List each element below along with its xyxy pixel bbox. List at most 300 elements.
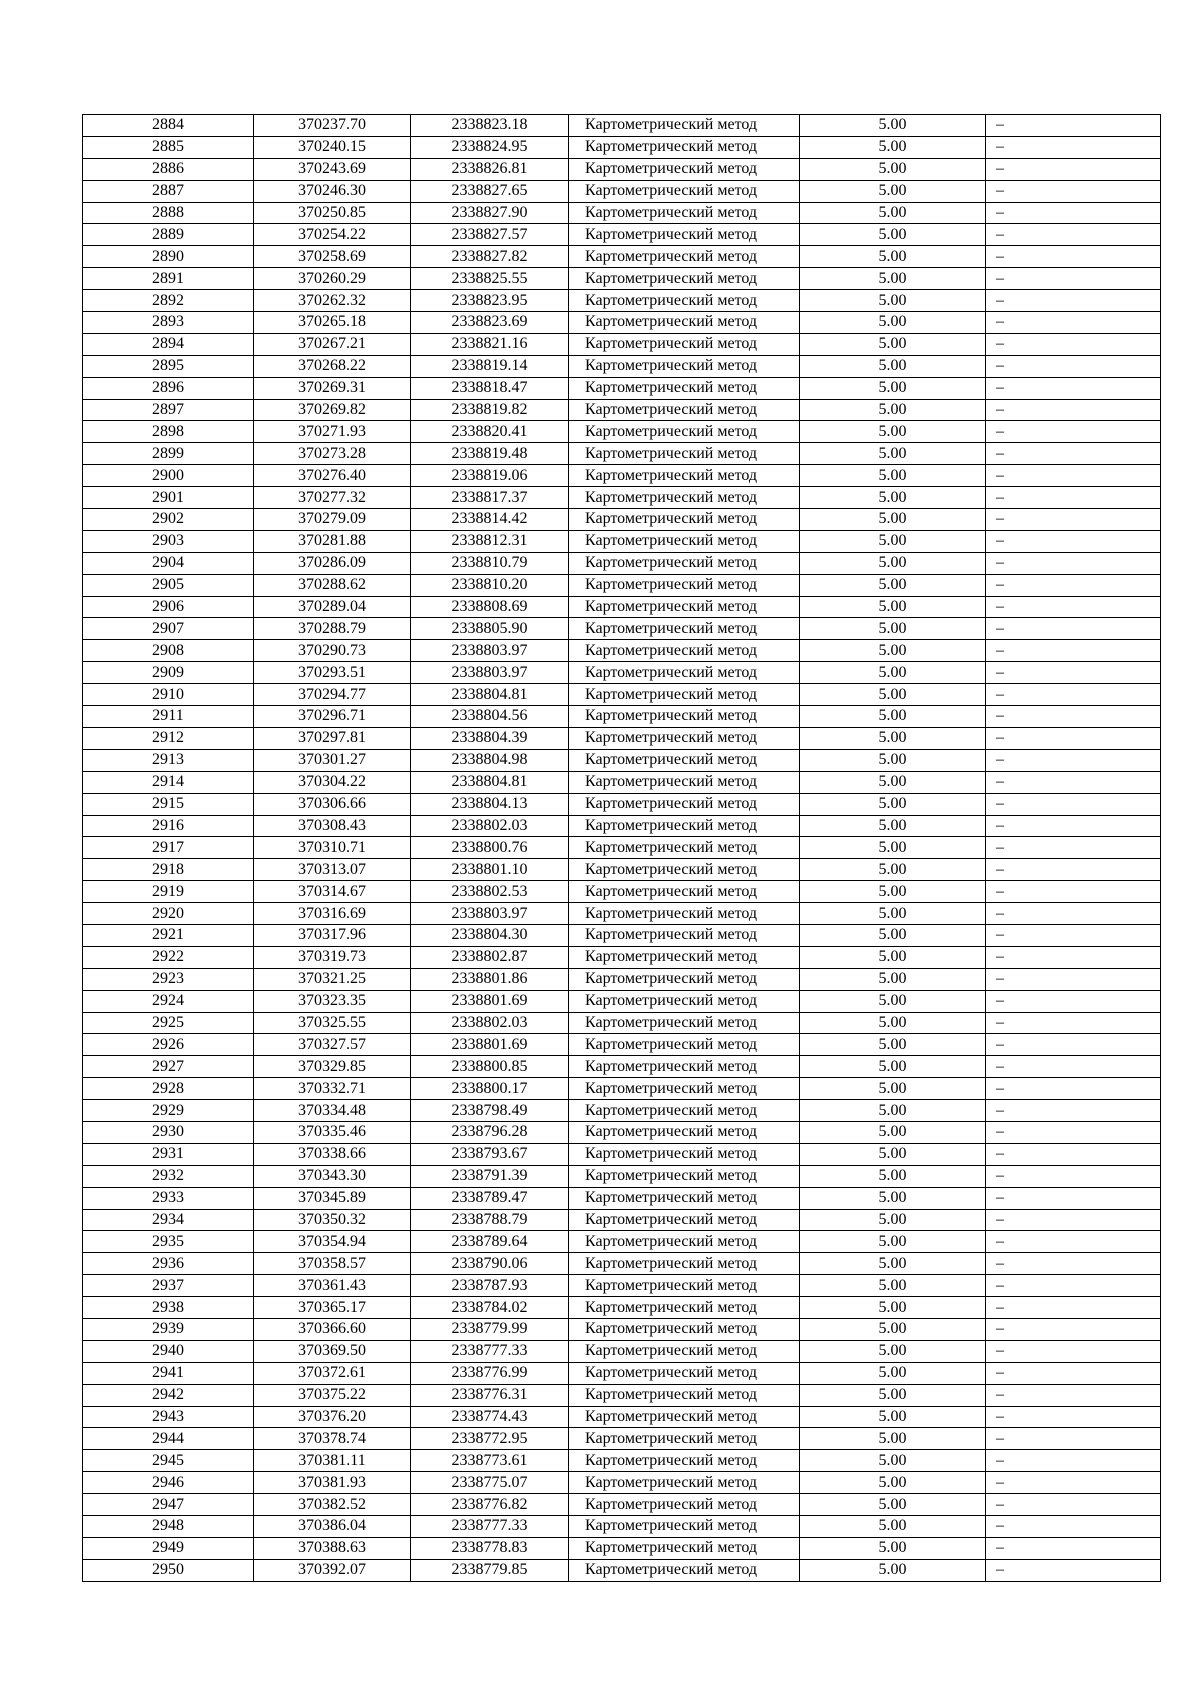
method-cell: Картометрический метод — [569, 1494, 800, 1516]
table-row — [83, 727, 1161, 749]
table-row — [83, 793, 1161, 815]
table-row — [83, 990, 1161, 1012]
note-cell: – — [986, 662, 1161, 684]
y-coordinate-cell: 2338775.07 — [411, 1472, 569, 1494]
note-cell: – — [986, 158, 1161, 180]
method-cell: Картометрический метод — [569, 443, 800, 465]
table-row — [83, 312, 1161, 334]
note-cell: – — [986, 749, 1161, 771]
point-number-cell: 2924 — [83, 990, 254, 1012]
accuracy-cell: 5.00 — [800, 1494, 986, 1516]
method-cell: Картометрический метод — [569, 706, 800, 728]
accuracy-cell: 5.00 — [800, 903, 986, 925]
method-cell: Картометрический метод — [569, 465, 800, 487]
method-cell: Картометрический метод — [569, 1078, 800, 1100]
method-cell: Картометрический метод — [569, 421, 800, 443]
y-coordinate-cell: 2338823.69 — [411, 312, 569, 334]
note-cell: – — [986, 946, 1161, 968]
point-number-cell: 2918 — [83, 859, 254, 881]
note-cell: – — [986, 377, 1161, 399]
table-row — [83, 859, 1161, 881]
method-cell: Картометрический метод — [569, 640, 800, 662]
accuracy-cell: 5.00 — [800, 1516, 986, 1538]
y-coordinate-cell: 2338827.57 — [411, 224, 569, 246]
accuracy-cell: 5.00 — [800, 1428, 986, 1450]
table-row — [83, 1056, 1161, 1078]
table-row — [83, 1209, 1161, 1231]
x-coordinate-cell: 370314.67 — [254, 881, 411, 903]
x-coordinate-cell: 370279.09 — [254, 509, 411, 531]
method-cell: Картометрический метод — [569, 1516, 800, 1538]
table-row — [83, 443, 1161, 465]
table-row — [83, 1537, 1161, 1559]
accuracy-cell: 5.00 — [800, 1034, 986, 1056]
x-coordinate-cell: 370240.15 — [254, 136, 411, 158]
x-coordinate-cell: 370304.22 — [254, 771, 411, 793]
accuracy-cell: 5.00 — [800, 618, 986, 640]
x-coordinate-cell: 370358.57 — [254, 1253, 411, 1275]
method-cell: Картометрический метод — [569, 1559, 800, 1581]
x-coordinate-cell: 370271.93 — [254, 421, 411, 443]
method-cell: Картометрический метод — [569, 1056, 800, 1078]
method-cell: Картометрический метод — [569, 1275, 800, 1297]
y-coordinate-cell: 2338803.97 — [411, 903, 569, 925]
table-row — [83, 1428, 1161, 1450]
table-row — [83, 158, 1161, 180]
table-row — [83, 377, 1161, 399]
accuracy-cell: 5.00 — [800, 924, 986, 946]
point-number-cell: 2917 — [83, 837, 254, 859]
point-number-cell: 2911 — [83, 706, 254, 728]
y-coordinate-cell: 2338812.31 — [411, 530, 569, 552]
accuracy-cell: 5.00 — [800, 290, 986, 312]
point-number-cell: 2896 — [83, 377, 254, 399]
note-cell: – — [986, 1056, 1161, 1078]
point-number-cell: 2904 — [83, 552, 254, 574]
point-number-cell: 2927 — [83, 1056, 254, 1078]
accuracy-cell: 5.00 — [800, 859, 986, 881]
method-cell: Картометрический метод — [569, 1121, 800, 1143]
accuracy-cell: 5.00 — [800, 1231, 986, 1253]
note-cell: – — [986, 268, 1161, 290]
y-coordinate-cell: 2338802.53 — [411, 881, 569, 903]
table-row — [83, 662, 1161, 684]
x-coordinate-cell: 370317.96 — [254, 924, 411, 946]
accuracy-cell: 5.00 — [800, 509, 986, 531]
point-number-cell: 2949 — [83, 1537, 254, 1559]
note-cell: – — [986, 1450, 1161, 1472]
point-number-cell: 2906 — [83, 596, 254, 618]
table-row — [83, 1516, 1161, 1538]
note-cell: – — [986, 1537, 1161, 1559]
note-cell: – — [986, 333, 1161, 355]
x-coordinate-cell: 370258.69 — [254, 246, 411, 268]
method-cell: Картометрический метод — [569, 924, 800, 946]
note-cell: – — [986, 312, 1161, 334]
point-number-cell: 2889 — [83, 224, 254, 246]
method-cell: Картометрический метод — [569, 158, 800, 180]
accuracy-cell: 5.00 — [800, 465, 986, 487]
x-coordinate-cell: 370319.73 — [254, 946, 411, 968]
note-cell: – — [986, 290, 1161, 312]
y-coordinate-cell: 2338796.28 — [411, 1121, 569, 1143]
point-number-cell: 2934 — [83, 1209, 254, 1231]
y-coordinate-cell: 2338817.37 — [411, 487, 569, 509]
point-number-cell: 2925 — [83, 1012, 254, 1034]
point-number-cell: 2913 — [83, 749, 254, 771]
accuracy-cell: 5.00 — [800, 749, 986, 771]
point-number-cell: 2890 — [83, 246, 254, 268]
x-coordinate-cell: 370294.77 — [254, 684, 411, 706]
table-row — [83, 771, 1161, 793]
point-number-cell: 2912 — [83, 727, 254, 749]
x-coordinate-cell: 370334.48 — [254, 1100, 411, 1122]
point-number-cell: 2907 — [83, 618, 254, 640]
x-coordinate-cell: 370288.79 — [254, 618, 411, 640]
note-cell: – — [986, 224, 1161, 246]
y-coordinate-cell: 2338776.31 — [411, 1384, 569, 1406]
table-row — [83, 815, 1161, 837]
accuracy-cell: 5.00 — [800, 1362, 986, 1384]
accuracy-cell: 5.00 — [800, 662, 986, 684]
method-cell: Картометрический метод — [569, 574, 800, 596]
y-coordinate-cell: 2338824.95 — [411, 136, 569, 158]
table-row — [83, 596, 1161, 618]
y-coordinate-cell: 2338774.43 — [411, 1406, 569, 1428]
note-cell: – — [986, 1121, 1161, 1143]
point-number-cell: 2932 — [83, 1165, 254, 1187]
x-coordinate-cell: 370386.04 — [254, 1516, 411, 1538]
point-number-cell: 2910 — [83, 684, 254, 706]
table-row — [83, 837, 1161, 859]
x-coordinate-cell: 370306.66 — [254, 793, 411, 815]
table-row — [83, 618, 1161, 640]
table-row — [83, 355, 1161, 377]
x-coordinate-cell: 370310.71 — [254, 837, 411, 859]
point-number-cell: 2920 — [83, 903, 254, 925]
point-number-cell: 2935 — [83, 1231, 254, 1253]
point-number-cell: 2909 — [83, 662, 254, 684]
table-row — [83, 924, 1161, 946]
note-cell: – — [986, 1406, 1161, 1428]
table-row — [83, 465, 1161, 487]
point-number-cell: 2886 — [83, 158, 254, 180]
y-coordinate-cell: 2338823.95 — [411, 290, 569, 312]
table-row — [83, 1034, 1161, 1056]
method-cell: Картометрический метод — [569, 1209, 800, 1231]
y-coordinate-cell: 2338804.81 — [411, 771, 569, 793]
point-number-cell: 2892 — [83, 290, 254, 312]
point-number-cell: 2948 — [83, 1516, 254, 1538]
accuracy-cell: 5.00 — [800, 312, 986, 334]
y-coordinate-cell: 2338800.17 — [411, 1078, 569, 1100]
y-coordinate-cell: 2338776.82 — [411, 1494, 569, 1516]
x-coordinate-cell: 370296.71 — [254, 706, 411, 728]
method-cell: Картометрический метод — [569, 903, 800, 925]
accuracy-cell: 5.00 — [800, 224, 986, 246]
y-coordinate-cell: 2338804.13 — [411, 793, 569, 815]
note-cell: – — [986, 1384, 1161, 1406]
x-coordinate-cell: 370286.09 — [254, 552, 411, 574]
point-number-cell: 2931 — [83, 1143, 254, 1165]
note-cell: – — [986, 706, 1161, 728]
x-coordinate-cell: 370288.62 — [254, 574, 411, 596]
table-row — [83, 684, 1161, 706]
method-cell: Картометрический метод — [569, 1537, 800, 1559]
y-coordinate-cell: 2338791.39 — [411, 1165, 569, 1187]
y-coordinate-cell: 2338827.90 — [411, 202, 569, 224]
note-cell: – — [986, 1297, 1161, 1319]
note-cell: – — [986, 859, 1161, 881]
method-cell: Картометрический метод — [569, 202, 800, 224]
method-cell: Картометрический метод — [569, 1318, 800, 1340]
method-cell: Картометрический метод — [569, 1384, 800, 1406]
y-coordinate-cell: 2338801.69 — [411, 990, 569, 1012]
y-coordinate-cell: 2338773.61 — [411, 1450, 569, 1472]
y-coordinate-cell: 2338798.49 — [411, 1100, 569, 1122]
accuracy-cell: 5.00 — [800, 1318, 986, 1340]
table-row — [83, 574, 1161, 596]
point-number-cell: 2937 — [83, 1275, 254, 1297]
table-row — [83, 530, 1161, 552]
y-coordinate-cell: 2338820.41 — [411, 421, 569, 443]
table-row — [83, 1100, 1161, 1122]
note-cell: – — [986, 355, 1161, 377]
point-number-cell: 2943 — [83, 1406, 254, 1428]
point-number-cell: 2938 — [83, 1297, 254, 1319]
x-coordinate-cell: 370262.32 — [254, 290, 411, 312]
point-number-cell: 2930 — [83, 1121, 254, 1143]
y-coordinate-cell: 2338825.55 — [411, 268, 569, 290]
method-cell: Картометрический метод — [569, 1100, 800, 1122]
note-cell: – — [986, 684, 1161, 706]
x-coordinate-cell: 370366.60 — [254, 1318, 411, 1340]
x-coordinate-cell: 370376.20 — [254, 1406, 411, 1428]
point-number-cell: 2887 — [83, 180, 254, 202]
x-coordinate-cell: 370369.50 — [254, 1340, 411, 1362]
note-cell: – — [986, 924, 1161, 946]
method-cell: Картометрический метод — [569, 881, 800, 903]
y-coordinate-cell: 2338804.98 — [411, 749, 569, 771]
x-coordinate-cell: 370332.71 — [254, 1078, 411, 1100]
note-cell: – — [986, 1231, 1161, 1253]
method-cell: Картометрический метод — [569, 136, 800, 158]
note-cell: – — [986, 136, 1161, 158]
accuracy-cell: 5.00 — [800, 268, 986, 290]
point-number-cell: 2946 — [83, 1472, 254, 1494]
note-cell: – — [986, 1275, 1161, 1297]
method-cell: Картометрический метод — [569, 1340, 800, 1362]
method-cell: Картометрический метод — [569, 1012, 800, 1034]
x-coordinate-cell: 370268.22 — [254, 355, 411, 377]
table-row — [83, 1450, 1161, 1472]
y-coordinate-cell: 2338819.82 — [411, 399, 569, 421]
table-row — [83, 1406, 1161, 1428]
accuracy-cell: 5.00 — [800, 1275, 986, 1297]
y-coordinate-cell: 2338804.30 — [411, 924, 569, 946]
x-coordinate-cell: 370276.40 — [254, 465, 411, 487]
note-cell: – — [986, 1100, 1161, 1122]
y-coordinate-cell: 2338772.95 — [411, 1428, 569, 1450]
method-cell: Картометрический метод — [569, 487, 800, 509]
x-coordinate-cell: 370375.22 — [254, 1384, 411, 1406]
note-cell: – — [986, 1340, 1161, 1362]
accuracy-cell: 5.00 — [800, 1406, 986, 1428]
method-cell: Картометрический метод — [569, 509, 800, 531]
point-number-cell: 2916 — [83, 815, 254, 837]
y-coordinate-cell: 2338801.86 — [411, 968, 569, 990]
x-coordinate-cell: 370335.46 — [254, 1121, 411, 1143]
y-coordinate-cell: 2338818.47 — [411, 377, 569, 399]
x-coordinate-cell: 370273.28 — [254, 443, 411, 465]
x-coordinate-cell: 370289.04 — [254, 596, 411, 618]
accuracy-cell: 5.00 — [800, 946, 986, 968]
x-coordinate-cell: 370381.93 — [254, 1472, 411, 1494]
accuracy-cell: 5.00 — [800, 1165, 986, 1187]
x-coordinate-cell: 370246.30 — [254, 180, 411, 202]
x-coordinate-cell: 370372.61 — [254, 1362, 411, 1384]
accuracy-cell: 5.00 — [800, 377, 986, 399]
method-cell: Картометрический метод — [569, 815, 800, 837]
note-cell: – — [986, 509, 1161, 531]
note-cell: – — [986, 1187, 1161, 1209]
note-cell: – — [986, 1318, 1161, 1340]
table-row — [83, 333, 1161, 355]
table-row — [83, 1362, 1161, 1384]
accuracy-cell: 5.00 — [800, 1187, 986, 1209]
note-cell: – — [986, 1362, 1161, 1384]
method-cell: Картометрический метод — [569, 837, 800, 859]
table-row — [83, 115, 1161, 137]
note-cell: – — [986, 815, 1161, 837]
y-coordinate-cell: 2338793.67 — [411, 1143, 569, 1165]
note-cell: – — [986, 465, 1161, 487]
accuracy-cell: 5.00 — [800, 443, 986, 465]
method-cell: Картометрический метод — [569, 224, 800, 246]
y-coordinate-cell: 2338810.79 — [411, 552, 569, 574]
method-cell: Картометрический метод — [569, 662, 800, 684]
point-number-cell: 2894 — [83, 333, 254, 355]
point-number-cell: 2898 — [83, 421, 254, 443]
x-coordinate-cell: 370343.30 — [254, 1165, 411, 1187]
coordinates-table-body — [83, 115, 1161, 1582]
y-coordinate-cell: 2338814.42 — [411, 509, 569, 531]
x-coordinate-cell: 370361.43 — [254, 1275, 411, 1297]
point-number-cell: 2900 — [83, 465, 254, 487]
y-coordinate-cell: 2338803.97 — [411, 662, 569, 684]
table-row — [83, 246, 1161, 268]
point-number-cell: 2897 — [83, 399, 254, 421]
table-row — [83, 421, 1161, 443]
accuracy-cell: 5.00 — [800, 574, 986, 596]
x-coordinate-cell: 370345.89 — [254, 1187, 411, 1209]
x-coordinate-cell: 370323.35 — [254, 990, 411, 1012]
point-number-cell: 2940 — [83, 1340, 254, 1362]
table-row — [83, 1275, 1161, 1297]
accuracy-cell: 5.00 — [800, 399, 986, 421]
table-row — [83, 1318, 1161, 1340]
x-coordinate-cell: 370381.11 — [254, 1450, 411, 1472]
method-cell: Картометрический метод — [569, 684, 800, 706]
note-cell: – — [986, 618, 1161, 640]
note-cell: – — [986, 487, 1161, 509]
table-row — [83, 1012, 1161, 1034]
accuracy-cell: 5.00 — [800, 1078, 986, 1100]
method-cell: Картометрический метод — [569, 1187, 800, 1209]
note-cell: – — [986, 1472, 1161, 1494]
x-coordinate-cell: 370365.17 — [254, 1297, 411, 1319]
x-coordinate-cell: 370277.32 — [254, 487, 411, 509]
y-coordinate-cell: 2338779.85 — [411, 1559, 569, 1581]
note-cell: – — [986, 1165, 1161, 1187]
y-coordinate-cell: 2338784.02 — [411, 1297, 569, 1319]
method-cell: Картометрический метод — [569, 990, 800, 1012]
point-number-cell: 2936 — [83, 1253, 254, 1275]
table-row — [83, 1231, 1161, 1253]
note-cell: – — [986, 399, 1161, 421]
note-cell: – — [986, 552, 1161, 574]
table-row — [83, 1384, 1161, 1406]
table-row — [83, 1165, 1161, 1187]
method-cell: Картометрический метод — [569, 968, 800, 990]
point-number-cell: 2947 — [83, 1494, 254, 1516]
y-coordinate-cell: 2338821.16 — [411, 333, 569, 355]
y-coordinate-cell: 2338804.39 — [411, 727, 569, 749]
method-cell: Картометрический метод — [569, 530, 800, 552]
method-cell: Картометрический метод — [569, 290, 800, 312]
table-row — [83, 202, 1161, 224]
accuracy-cell: 5.00 — [800, 1209, 986, 1231]
method-cell: Картометрический метод — [569, 399, 800, 421]
table-row — [83, 290, 1161, 312]
note-cell: – — [986, 903, 1161, 925]
point-number-cell: 2942 — [83, 1384, 254, 1406]
point-number-cell: 2921 — [83, 924, 254, 946]
table-row — [83, 1187, 1161, 1209]
y-coordinate-cell: 2338819.14 — [411, 355, 569, 377]
y-coordinate-cell: 2338804.81 — [411, 684, 569, 706]
x-coordinate-cell: 370265.18 — [254, 312, 411, 334]
x-coordinate-cell: 370269.31 — [254, 377, 411, 399]
y-coordinate-cell: 2338826.81 — [411, 158, 569, 180]
point-number-cell: 2928 — [83, 1078, 254, 1100]
table-row — [83, 1121, 1161, 1143]
table-row — [83, 640, 1161, 662]
note-cell: – — [986, 421, 1161, 443]
point-number-cell: 2905 — [83, 574, 254, 596]
method-cell: Картометрический метод — [569, 749, 800, 771]
note-cell: – — [986, 1209, 1161, 1231]
method-cell: Картометрический метод — [569, 727, 800, 749]
table-row — [83, 1253, 1161, 1275]
point-number-cell: 2903 — [83, 530, 254, 552]
point-number-cell: 2950 — [83, 1559, 254, 1581]
method-cell: Картометрический метод — [569, 1253, 800, 1275]
method-cell: Картометрический метод — [569, 1428, 800, 1450]
y-coordinate-cell: 2338803.97 — [411, 640, 569, 662]
method-cell: Картометрический метод — [569, 312, 800, 334]
note-cell: – — [986, 1494, 1161, 1516]
method-cell: Картометрический метод — [569, 115, 800, 137]
y-coordinate-cell: 2338777.33 — [411, 1516, 569, 1538]
table-row — [83, 268, 1161, 290]
note-cell: – — [986, 202, 1161, 224]
accuracy-cell: 5.00 — [800, 596, 986, 618]
point-number-cell: 2944 — [83, 1428, 254, 1450]
x-coordinate-cell: 370392.07 — [254, 1559, 411, 1581]
accuracy-cell: 5.00 — [800, 1384, 986, 1406]
x-coordinate-cell: 370378.74 — [254, 1428, 411, 1450]
